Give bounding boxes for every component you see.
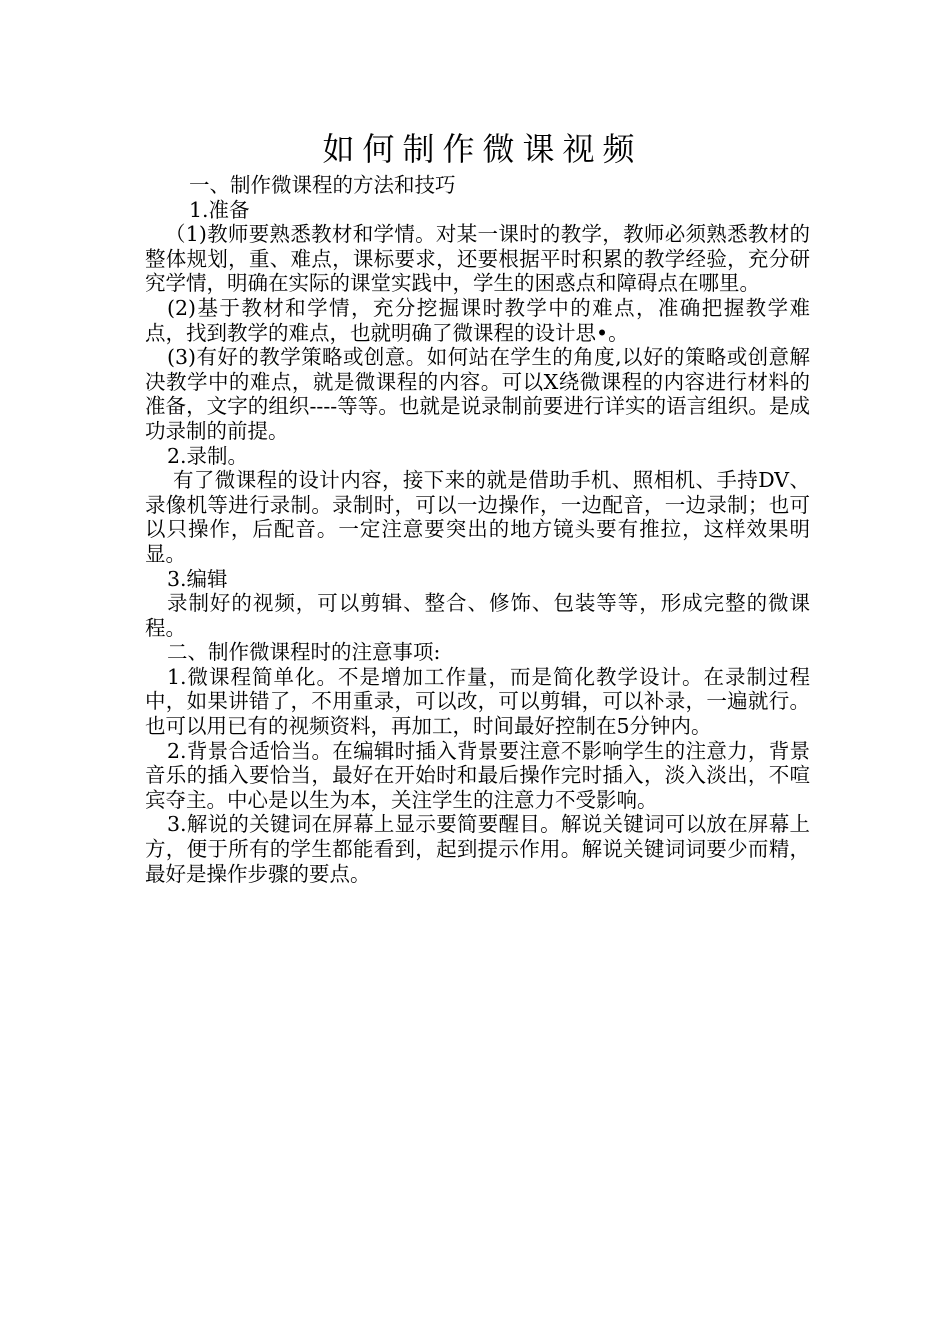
paragraph-background: 2.背景合适恰当。在编辑时插入背景要注意不影响学生的注意力，背景音乐的插入要恰当，最好在开始时和最后操作完时插入，淡入淡出，不喧宾夺主。中心是以生为本，关注学生的注意力不受影响。: [145, 738, 810, 812]
paragraph-know-materials: （1)教师要熟悉教材和学情。对某一课时的教学，教师必须熟悉教材的整体规划，重、难点，课标要求，还要根据平时积累的教学经验，充分研究学情，明确在实际的课堂实践中，学生的困惑点和障碍点在哪里。: [145, 222, 810, 296]
paragraph-find-difficulties: (2)基于教材和学情，充分挖掘课时教学中的难点，准确把握教学难点，找到教学的难点，也就明确了微课程的设计思•。: [145, 295, 810, 345]
section-heading-notes: 二、制作微课程时的注意事项:: [167, 640, 441, 665]
document-body: [145, 173, 810, 886]
paragraph-recording: 有了微课程的设计内容，接下来的就是借助手机、照相机、手持DV、录像机等进行录制。录制时，可以一边操作，一边配音，一边录制；也可以只操作，后配音。一定注意要突出的地方镜头要有推拉，这样效果明显。: [145, 468, 810, 566]
subsection-prepare: 1.准备: [189, 197, 250, 222]
subsection-record: 2.录制。: [167, 443, 249, 468]
paragraph-teaching-strategy: (3)有好的教学策略或创意。如何站在学生的角度,以好的策略或创意解决教学中的难点，就是微课程的内容。可以X绕微课程的内容进行材料的准备，文字的组织----等等。也就是说录制前要进行详实的语言组织。是成功录制的前提。: [145, 345, 810, 443]
section-heading-methods: 一、制作微课程的方法和技巧: [189, 173, 456, 197]
document-page: [145, 125, 810, 886]
paragraph-editing: 录制好的视频，可以剪辑、整合、修饰、包装等等，形成完整的微课程。: [145, 591, 810, 640]
subsection-edit: 3.编辑: [167, 566, 228, 591]
document-title: 如何制作微课视频: [322, 130, 643, 168]
paragraph-keywords: 3.解说的关键词在屏幕上显示要简要醒目。解说关键词可以放在屏幕上方，便于所有的学生都能看到，起到提示作用。解说关键词词要少而精，最好是操作步骤的要点。: [145, 812, 810, 886]
paragraph-simplify: 1.微课程简单化。不是增加工作量，而是简化教学设计。在录制过程中，如果讲错了，不用重录，可以改，可以剪辑，可以补录，一遍就行。也可以用已有的视频资料，再加工，时间最好控制在5分钟内。: [145, 664, 810, 739]
